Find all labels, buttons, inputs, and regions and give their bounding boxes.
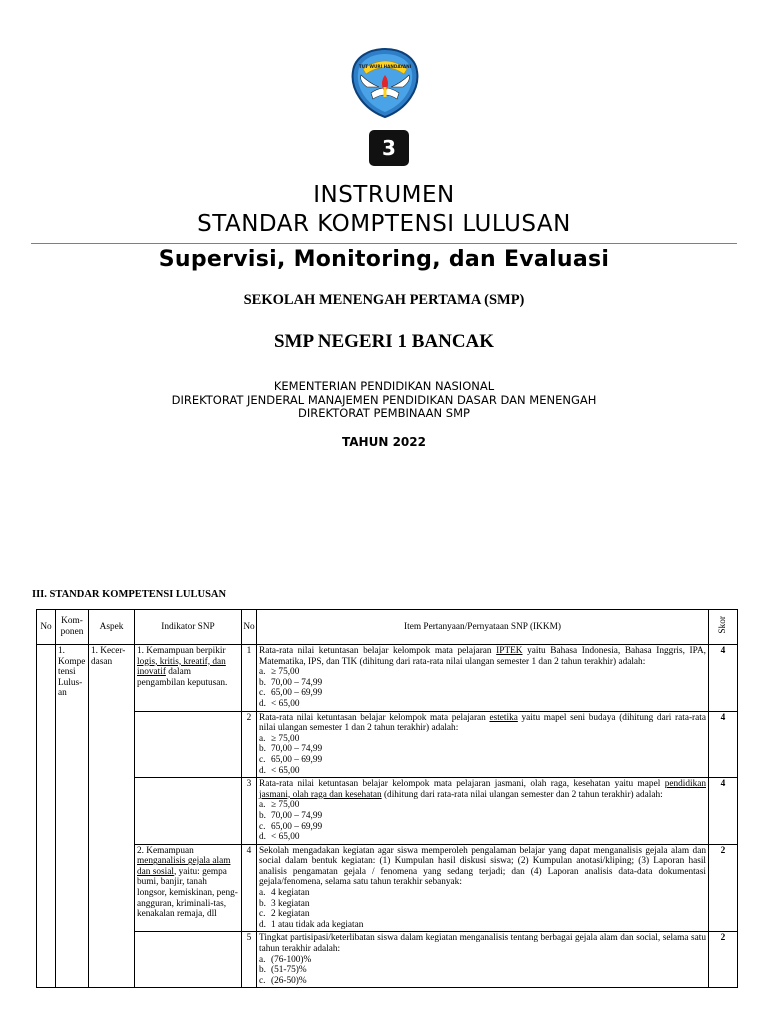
indikator-cell: [135, 645, 242, 712]
header-item: Item Pertanyaan/Pernyataan SNP (IKKM): [257, 610, 709, 645]
directorate-general-line: DIREKTORAT JENDERAL MANAJEMEN PENDIDIKAN DASAR DAN MENENGAH: [171, 392, 597, 407]
year: TAHUN 2022: [342, 435, 426, 449]
indikator-cell-empty: [135, 778, 242, 845]
title-line2: STANDAR KOMPTENSI LULUSAN: [197, 211, 571, 237]
section-title: III. STANDAR KOMPETENSI LULUSAN: [32, 589, 227, 600]
item-text: Sekolah mengadakan kegiatan agar siswa memperoleh pengalaman belajar yang dapat menganalisis gejala alam dan social dalam bentuk kegiatan: (1) Kumpulan hasil diskusi siswa; (2) Kumpulan anotasi/kliping; (3) Laporan hasil analisis pengamatan gejala / fenomena yang sedang terjadi; dan (4) Laporan analisis data-data dokumentasi gejala/fenomena, selama satu tahun terakhir sebanyak:: [259, 845, 706, 888]
score-cell: 4: [709, 645, 738, 712]
option-list: [259, 667, 706, 709]
item-no: 2: [242, 711, 257, 778]
item-text-rest: yaitu Bahasa Indonesia, Bahasa Inggris, IPA, Matematika, IPS, dan TIK (dihitung dari rata-rata nilai ulangan semester 1 dan 2 tahun terakhir) adalah:: [259, 646, 706, 667]
table-row: [37, 844, 738, 932]
item-text-underlined: pendidikan jasmani, olah raga dan kesehatan: [259, 779, 706, 800]
table-row: [37, 932, 738, 988]
item-text-rest: yaitu mapel seni budaya (dihitung dari rata-rata nilai ulangan semester 1 dan 2 tahun terakhir) adalah:: [259, 712, 706, 734]
option-item: b. 70,00 – 74,99: [259, 677, 323, 688]
school-level: SEKOLAH MENENGAH PERTAMA (SMP): [243, 292, 525, 308]
option-list: [259, 800, 706, 842]
document-number-badge: 3: [369, 130, 409, 166]
item-no: 4: [242, 844, 257, 932]
item-text-underlined: IPTEK: [496, 646, 523, 656]
indikator-cell-empty: [135, 932, 242, 988]
item-cell: [257, 932, 709, 988]
svg-text:TUT WURI HANDAYANI: TUT WURI HANDAYANI: [358, 64, 412, 69]
komponen-cell: 1. Kompe tensi Lulus-an: [56, 645, 89, 988]
item-cell: [257, 645, 709, 712]
score-cell: 4: [709, 778, 738, 845]
table-row: [37, 778, 738, 845]
row-no-cell: [37, 645, 56, 988]
option-item: b. 70,00 – 74,99: [259, 810, 323, 821]
score-cell: 4: [709, 711, 738, 778]
aspek-cell: 1. Kecer-dasan: [89, 645, 135, 988]
option-list: [259, 734, 706, 776]
item-no: 1: [242, 645, 257, 712]
option-item: c. 65,00 – 69,99: [259, 688, 323, 699]
item-text-underlined: estetika: [489, 712, 518, 723]
item-text-rest: (dihitung dari rata-rata nilai ulangan semester dan 2 tahun terakhir) adalah:: [381, 789, 663, 800]
option-item: b. 70,00 – 74,99: [259, 744, 323, 755]
table-row: [37, 711, 738, 778]
indikator-cell-empty: [135, 711, 242, 778]
item-cell: [257, 711, 709, 778]
title-divider: [31, 243, 737, 244]
school-name: SMP NEGERI 1 BANCAK: [273, 331, 495, 352]
option-item: d. < 65,00: [259, 698, 300, 709]
option-item: d. < 65,00: [259, 765, 300, 776]
indikator-text-rest: dalam pengambilan keputusan.: [137, 667, 228, 688]
item-text: Tingkat partisipasi/keterlibatan siswa dalam kegiatan menganalisis tentang berbagai gejala alam dan social, selama satu tahun terakhir adalah:: [259, 933, 706, 955]
indikator-underlined: logis, kritis, kreatif, dan inovatif: [137, 656, 226, 678]
table-row: [37, 645, 738, 712]
option-item: c. 2 kegiatan: [259, 909, 310, 920]
tut-wuri-handayani-logo: [349, 47, 421, 119]
item-no: 5: [242, 932, 257, 988]
option-item: b. (51-75)%: [259, 965, 307, 976]
option-list: [259, 888, 706, 930]
indikator-text: 1. Kemampuan berpikir: [137, 646, 226, 656]
indikator-cell: [135, 844, 242, 932]
table-header-row: [37, 610, 738, 645]
item-cell: [257, 778, 709, 845]
option-item: a. ≥ 75,00: [259, 667, 300, 678]
header-skor-label: Skor: [717, 616, 728, 634]
title-line1: INSTRUMEN: [313, 182, 455, 208]
option-item: c. 65,00 – 69,99: [259, 754, 323, 765]
ministry-line: KEMENTERIAN PENDIDIKAN NASIONAL: [273, 379, 495, 393]
item-text: Rata-rata nilai ketuntasan belajar kelompok mata pelajaran: [259, 646, 497, 656]
item-cell: [257, 844, 709, 932]
option-item: a. (76-100)%: [259, 954, 312, 965]
directorate-line: DIREKTORAT PEMBINAAN SMP: [298, 406, 470, 420]
header-indikator: Indikator SNP: [135, 610, 242, 645]
indikator-text: 2. Kemampuan: [137, 845, 194, 856]
option-list: [259, 955, 706, 987]
header-no: No: [37, 610, 56, 645]
header-aspek: Aspek: [89, 610, 135, 645]
option-item: a. ≥ 75,00: [259, 733, 300, 744]
ministry-block: [0, 380, 768, 421]
option-item: d. < 65,00: [259, 832, 300, 843]
option-item: d. 1 atau tidak ada kegiatan: [259, 919, 364, 930]
option-item: b. 3 kegiatan: [259, 898, 310, 909]
item-text: Rata-rata nilai ketuntasan belajar kelompok mata pelajaran: [259, 712, 490, 723]
indikator-text-rest: , yaitu: gempa bumi, banjir, tanah longsor, kemiskinan, peng-angguran, kriminali-tas, kenakalan remaja, dll: [137, 866, 238, 920]
option-item: a. 4 kegiatan: [259, 888, 310, 899]
option-item: c. 65,00 – 69,99: [259, 821, 323, 832]
skl-table: [36, 609, 738, 988]
item-text: Rata-rata nilai ketuntasan belajar kelompok mata pelajaran jasmani, olah raga, kesehatan yaitu mapel: [259, 779, 665, 790]
indikator-underlined: menganalisis gejala alam dan sosial: [137, 856, 231, 877]
score-cell: 2: [709, 932, 738, 988]
header-skor: [709, 610, 738, 645]
header-komponen: Kom-ponen: [56, 610, 89, 645]
item-no: 3: [242, 778, 257, 845]
subtitle: Supervisi, Monitoring, dan Evaluasi: [158, 247, 610, 272]
option-item: a. ≥ 75,00: [259, 800, 300, 811]
option-item: c. (26-50)%: [259, 975, 307, 986]
score-cell: 2: [709, 844, 738, 932]
header-item-no: No: [242, 610, 257, 645]
